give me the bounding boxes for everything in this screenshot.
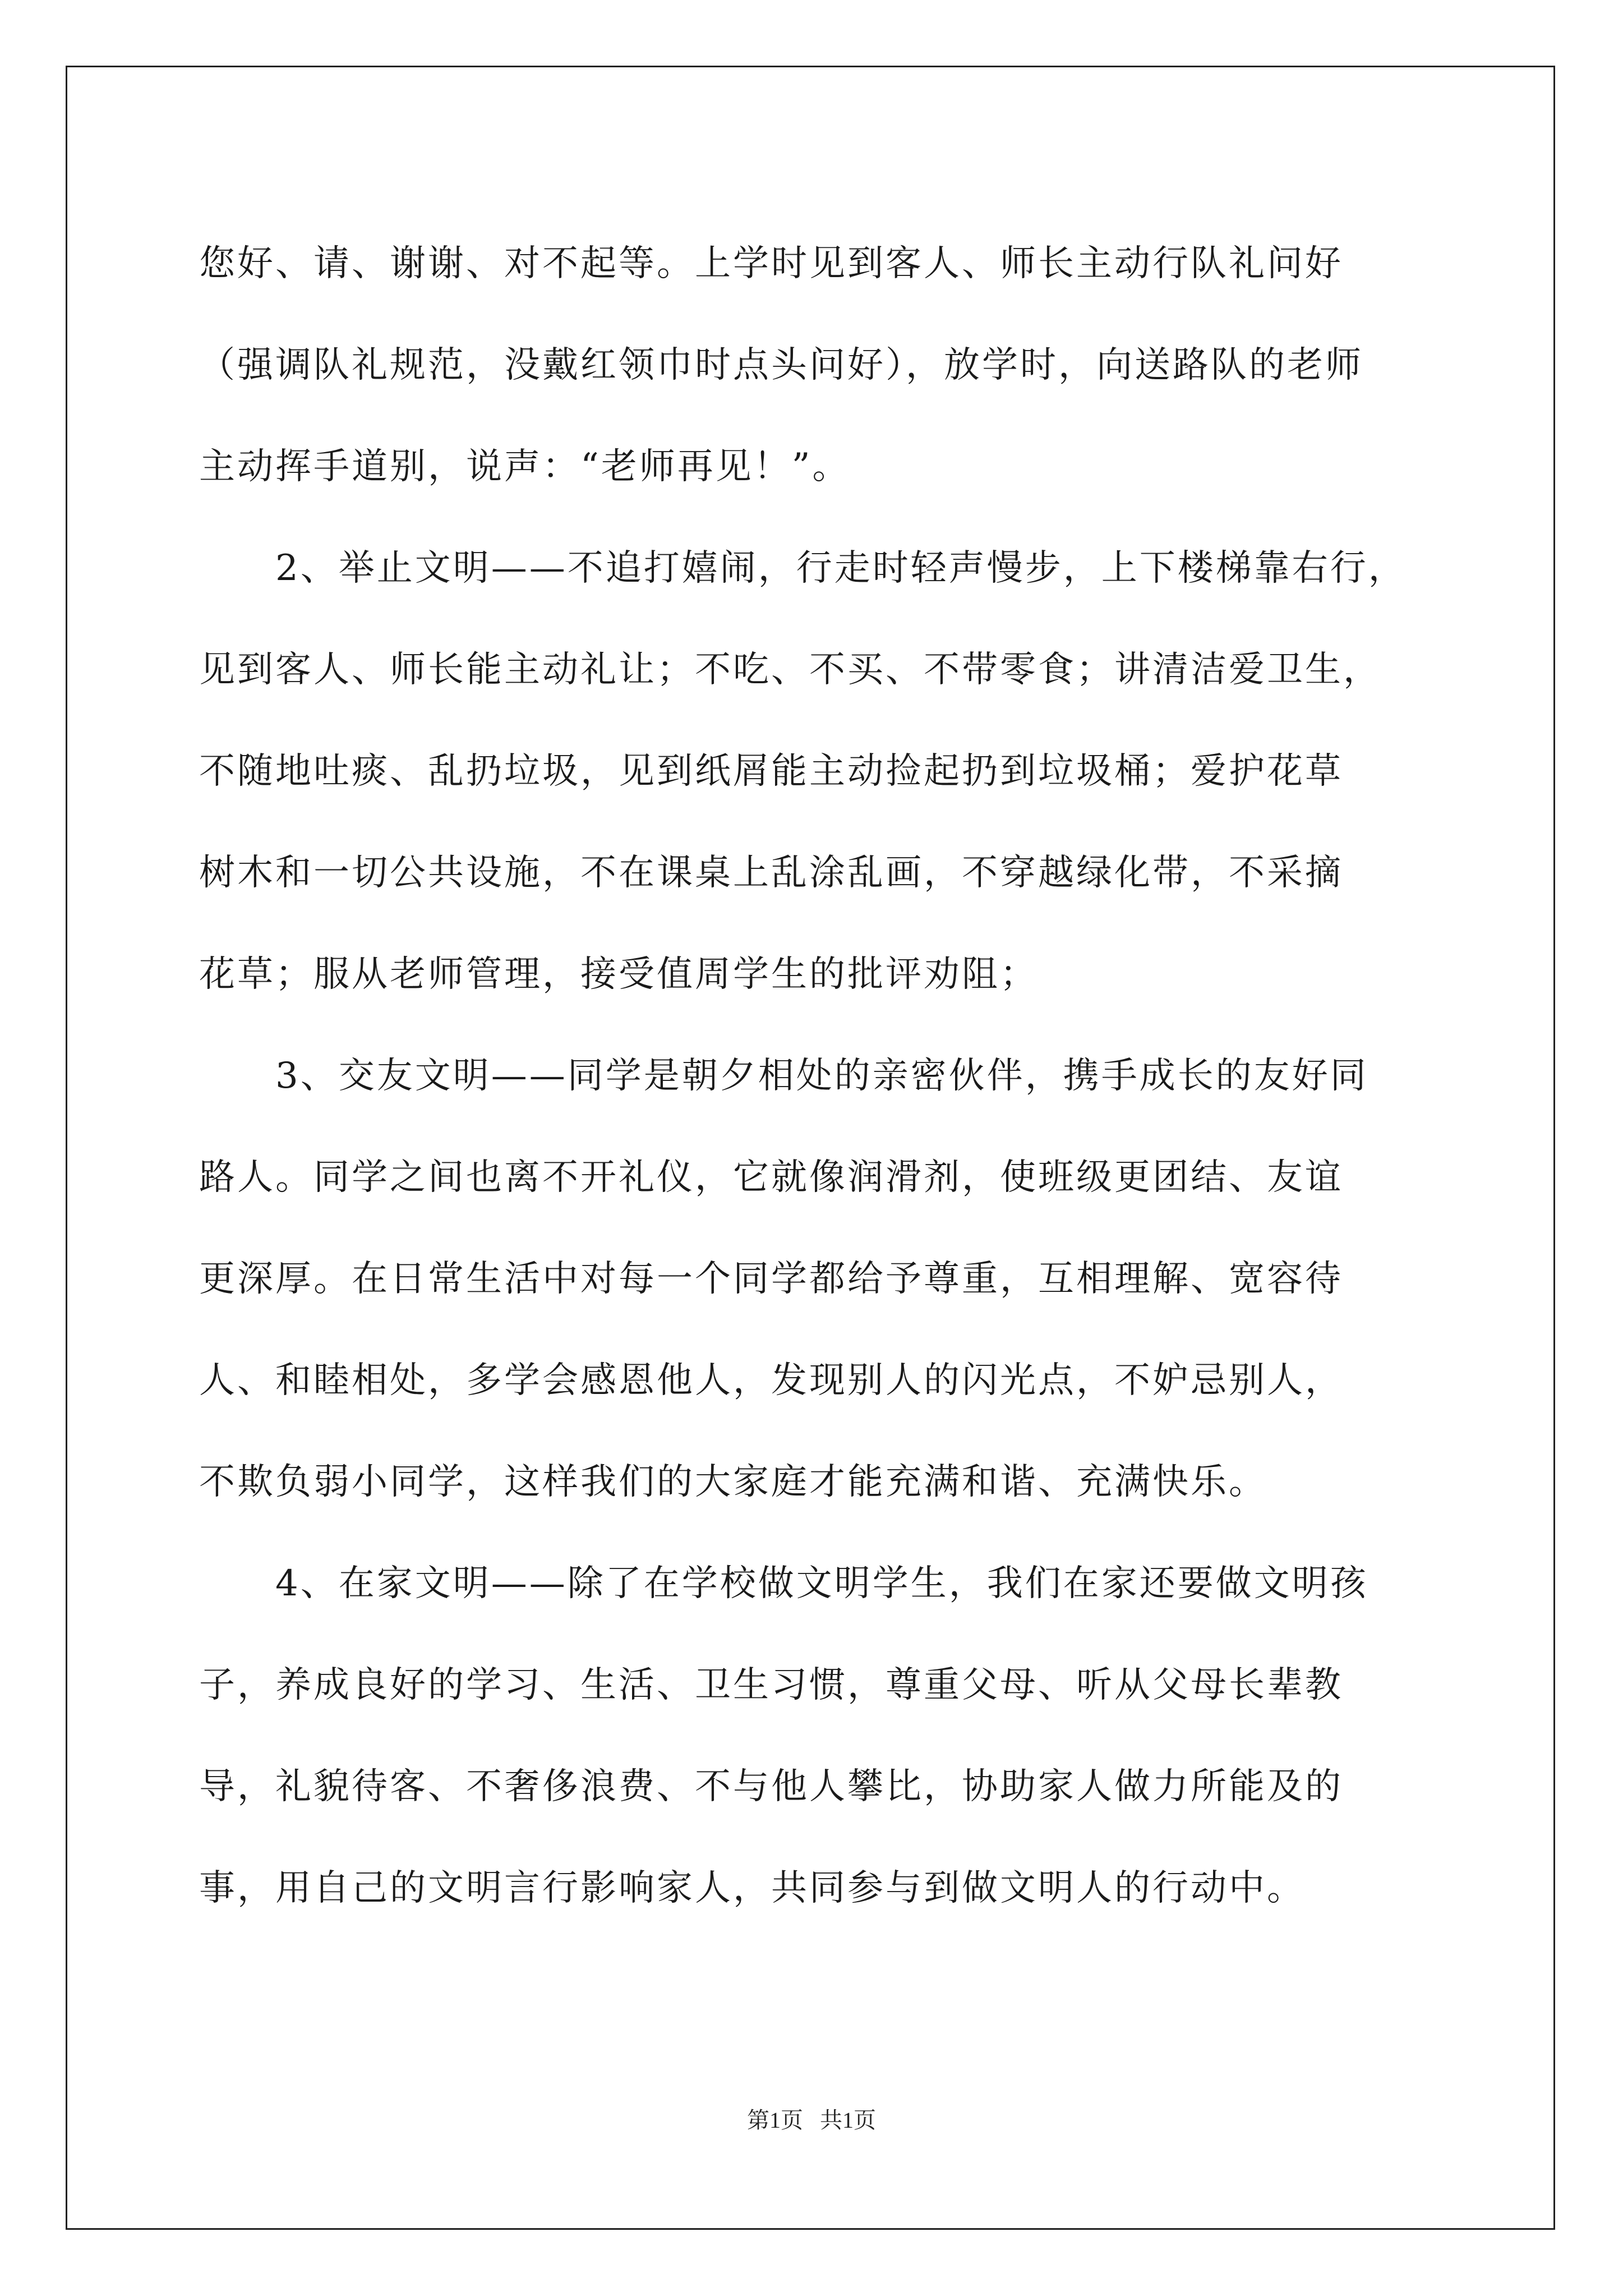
text-line: 花草；服从老师管理，接受值周学生的批评劝阻；	[199, 954, 1038, 995]
text-line: 子，养成良好的学习、生活、卫生习惯，尊重父母、听从父母长辈教	[199, 1664, 1343, 1706]
text-line: 导，礼貌待客、不奢侈浪费、不与他人攀比，协助家人做力所能及的	[199, 1766, 1343, 1807]
text-line: 树木和一切公共设施，不在课桌上乱涂乱画，不穿越绿化带，不采摘	[199, 852, 1343, 894]
text-line: 事，用自己的文明言行影响家人，共同参与到做文明人的行动中。	[199, 1867, 1305, 1909]
text-line: 3、交友文明——同学是朝夕相处的亲密伙伴，携手成长的友好同	[199, 1055, 1368, 1097]
text-line: 2、举止文明——不追打嬉闹，行走时轻声慢步，上下楼梯靠右行，	[199, 547, 1407, 589]
text-line: 路人。同学之间也离不开礼仪，它就像润滑剂，使班级更团结、友谊	[199, 1157, 1343, 1198]
text-line: 人、和睦相处，多学会感恩他人，发现别人的闪光点，不妒忌别人，	[199, 1360, 1343, 1401]
text-line: 不欺负弱小同学，这样我们的大家庭才能充满和谐、充满快乐。	[199, 1461, 1267, 1503]
text-line: 4、在家文明——除了在学校做文明学生，我们在家还要做文明孩	[199, 1563, 1368, 1604]
text-line: 您好、请、谢谢、对不起等。上学时见到客人、师长主动行队礼问好	[199, 243, 1343, 284]
text-line: 更深厚。在日常生活中对每一个同学都给予尊重，互相理解、宽容待	[199, 1258, 1343, 1300]
text-line: （强调队礼规范，没戴红领巾时点头问好），放学时，向送路队的老师	[199, 344, 1363, 386]
page-number-footer: 第1页 共1页	[747, 2108, 876, 2133]
text-line: 不随地吐痰、乱扔垃圾，见到纸屑能主动捡起扔到垃圾桶；爱护花草	[199, 751, 1343, 792]
text-line: 见到客人、师长能主动礼让；不吃、不买、不带零食；讲清洁爱卫生，	[199, 649, 1381, 691]
document-body	[199, 213, 1433, 1939]
text-line: 主动挥手道别，说声：“老师再见！”。	[199, 446, 851, 487]
